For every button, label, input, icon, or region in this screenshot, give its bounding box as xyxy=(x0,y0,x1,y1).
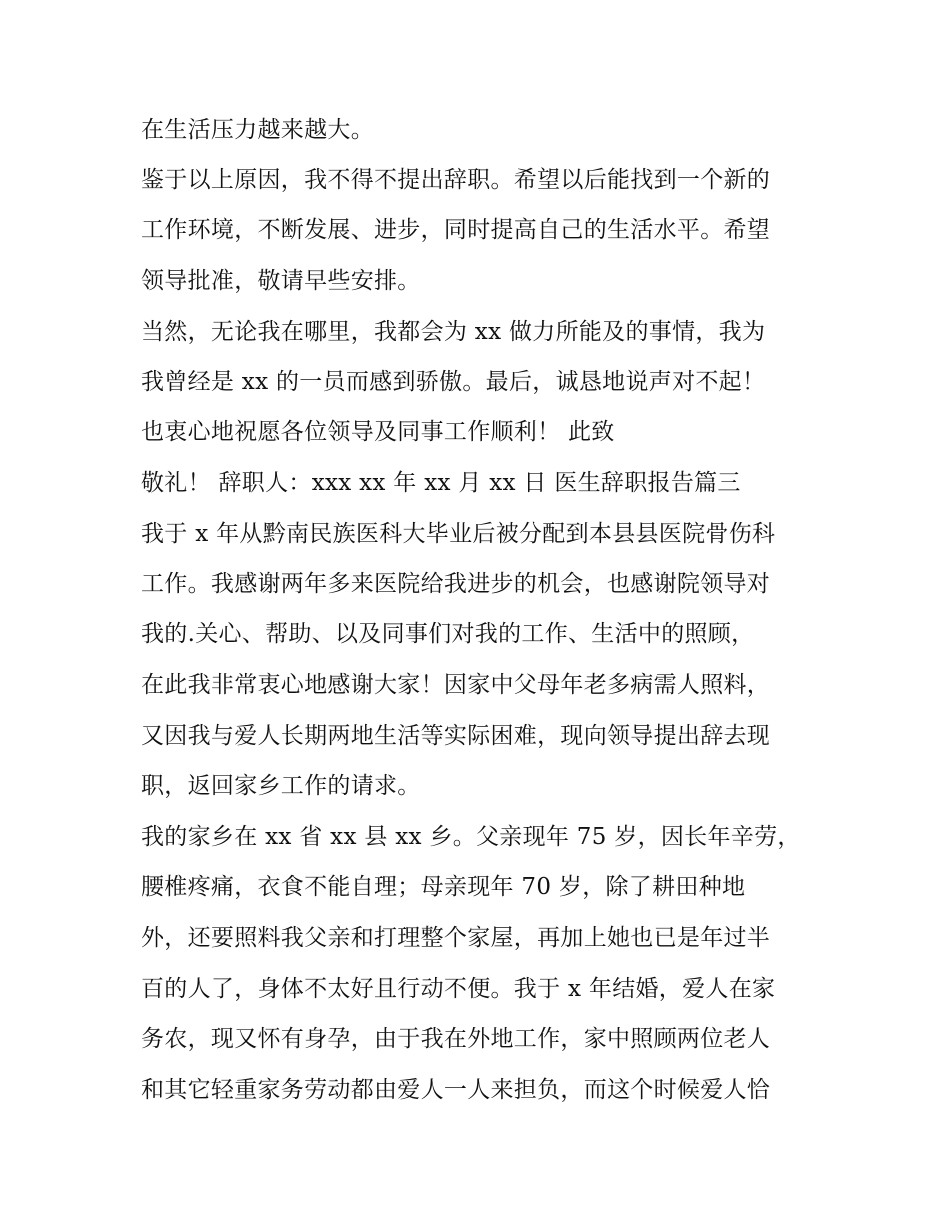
text-line: 工作。我感谢两年多来医院给我进步的机会，也感谢院领导对 xyxy=(141,571,771,597)
text-line: 和其它轻重家务劳动都由爱人一人来担负，而这个时候爱人恰 xyxy=(141,1077,771,1103)
text-line: 外，还要照料我父亲和打理整个家屋，再加上她也已是年过半 xyxy=(141,925,771,951)
text-line: 在此我非常衷心地感谢大家！因家中父母年老多病需人照料， xyxy=(141,672,771,698)
text-line: 又因我与爱人长期两地生活等实际困难，现向领导提出辞去现 xyxy=(141,723,771,749)
text-line: 在生活压力越来越大。 xyxy=(141,117,374,143)
text-line: 职，返回家乡工作的请求。 xyxy=(141,773,421,799)
text-line: 也衷心地祝愿各位领导及同事工作顺利！ 此致 xyxy=(141,419,615,445)
text-line: 当然，无论我在哪里，我都会为 xx 做力所能及的事情，我为 xyxy=(141,319,766,345)
text-line: 百的人了，身体不太好且行动不便。我于 x 年结婚，爱人在家 xyxy=(141,976,776,1002)
text-line: 我的家乡在 xx 省 xx 县 xx 乡。父亲现年 75 岁，因长年辛劳， xyxy=(141,824,801,850)
text-line: 务农，现又怀有身孕，由于我在外地工作，家中照顾两位老人 xyxy=(141,1026,771,1052)
text-line: 领导批准，敬请早些安排。 xyxy=(141,268,421,294)
text-line: 工作环境，不断发展、进步，同时提高自己的生活水平。希望 xyxy=(141,217,771,243)
text-line: 我于 x 年从黔南民族医科大毕业后被分配到本县县医院骨伤科 xyxy=(141,521,776,547)
text-line: 敬礼！ 辞职人：xxx xx 年 xx 月 xx 日 医生辞职报告篇三 xyxy=(141,470,741,496)
text-line: 鉴于以上原因，我不得不提出辞职。希望以后能找到一个新的 xyxy=(141,167,771,193)
text-line: 我的.关心、帮助、以及同事们对我的工作、生活中的照顾， xyxy=(141,621,755,647)
text-line: 腰椎疼痛，衣食不能自理；母亲现年 70 岁，除了耕田种地 xyxy=(141,874,746,900)
text-line: 我曾经是 xx 的一员而感到骄傲。最后，诚恳地说声对不起！ xyxy=(141,369,766,395)
